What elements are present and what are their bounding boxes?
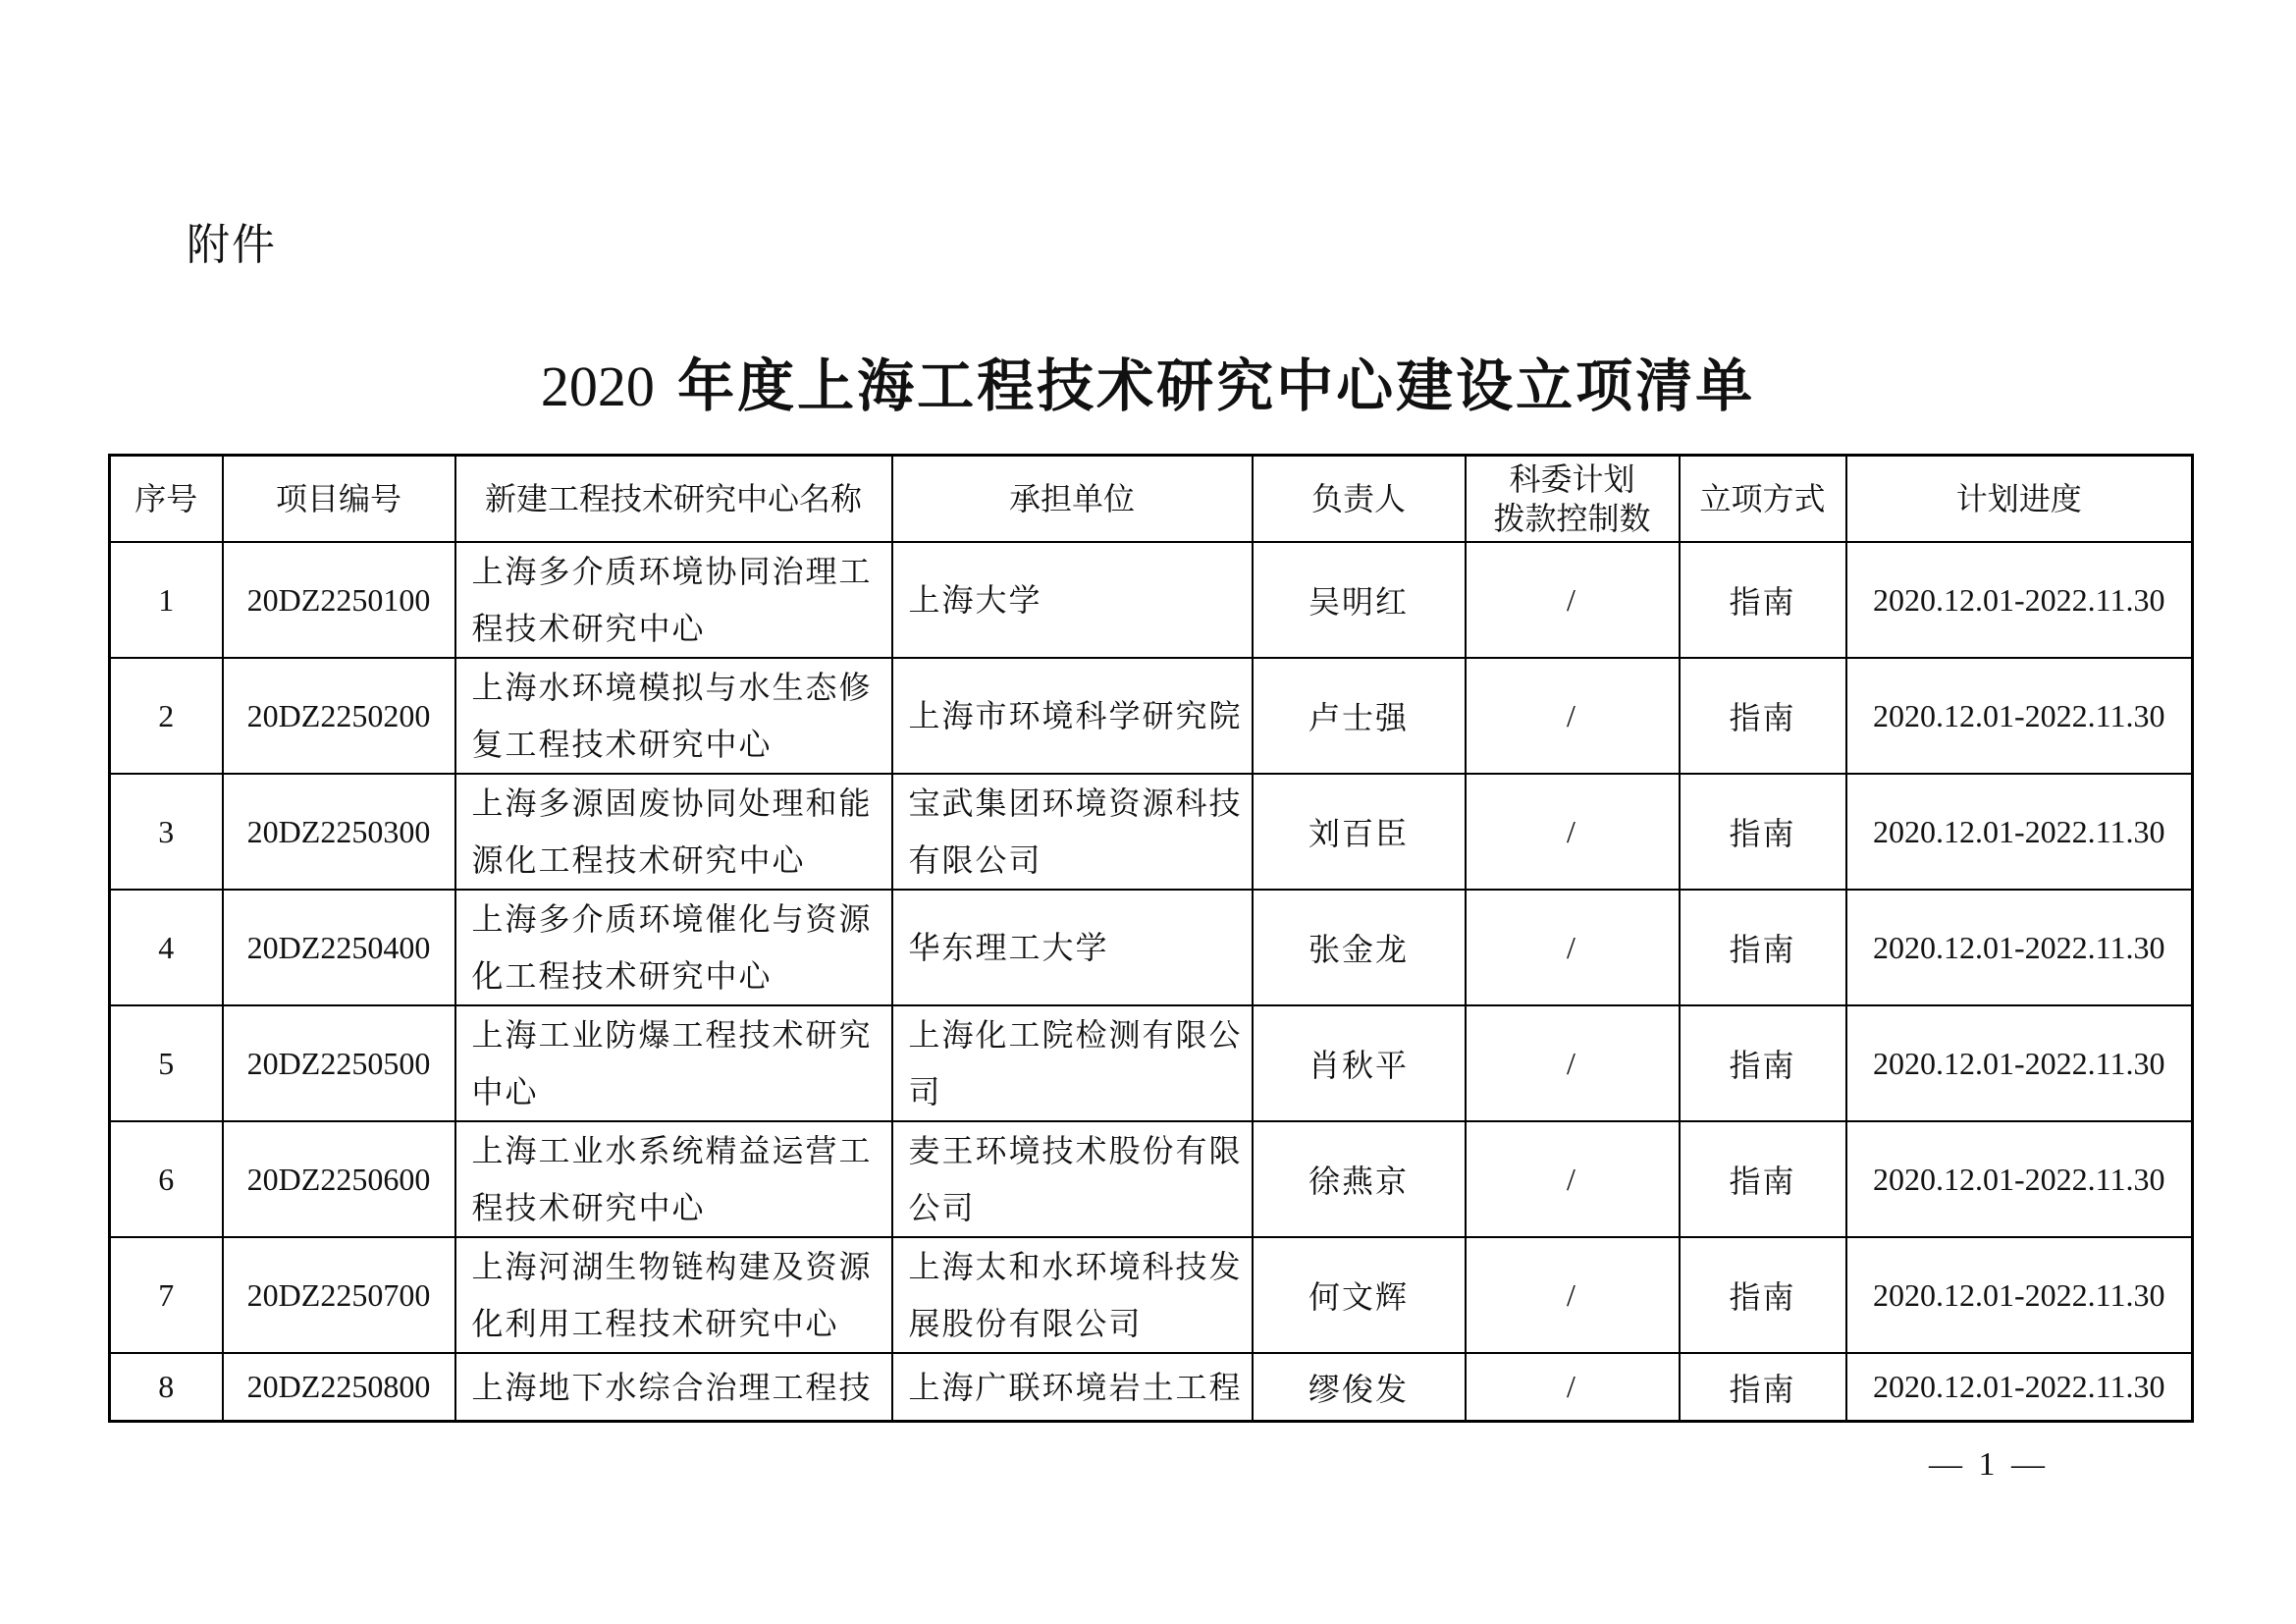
- cell-no: 5: [110, 1005, 223, 1121]
- title-year: 2020: [540, 354, 655, 418]
- cell-period: 2020.12.01-2022.11.30: [1846, 1353, 2193, 1422]
- header-person: 负责人: [1253, 456, 1466, 543]
- cell-code: 20DZ2250200: [223, 658, 455, 774]
- cell-method: 指南: [1680, 658, 1846, 774]
- header-center-name: 新建工程技术研究中心名称: [455, 456, 892, 543]
- cell-fund: /: [1466, 1237, 1680, 1353]
- cell-center-name: 上海多介质环境协同治理工程技术研究中心: [455, 542, 892, 658]
- title-text: 年度上海工程技术研究中心建设立项清单: [654, 352, 1756, 419]
- cell-center-name: 上海多介质环境催化与资源化工程技术研究中心: [455, 890, 892, 1005]
- cell-person: 张金龙: [1253, 890, 1466, 1005]
- cell-person: 吴明红: [1253, 542, 1466, 658]
- cell-fund: /: [1466, 890, 1680, 1005]
- cell-fund: /: [1466, 1121, 1680, 1237]
- page-number: — 1 —: [1929, 1446, 2049, 1483]
- table-row: [110, 1005, 2193, 1121]
- cell-fund: /: [1466, 542, 1680, 658]
- cell-code: 20DZ2250300: [223, 774, 455, 890]
- cell-unit: 华东理工大学: [892, 890, 1253, 1005]
- header-no: 序号: [110, 456, 223, 543]
- cell-no: 6: [110, 1121, 223, 1237]
- cell-method: 指南: [1680, 1353, 1846, 1422]
- cell-period: 2020.12.01-2022.11.30: [1846, 542, 2193, 658]
- cell-period: 2020.12.01-2022.11.30: [1846, 890, 2193, 1005]
- cell-period: 2020.12.01-2022.11.30: [1846, 774, 2193, 890]
- cell-unit: 麦王环境技术股份有限公司: [892, 1121, 1253, 1237]
- cell-method: 指南: [1680, 1005, 1846, 1121]
- cell-person: 缪俊发: [1253, 1353, 1466, 1422]
- table-row: [110, 774, 2193, 890]
- table-row: [110, 542, 2193, 658]
- cell-no: 4: [110, 890, 223, 1005]
- table-row: [110, 1353, 2193, 1422]
- cell-center-name: 上海河湖生物链构建及资源化利用工程技术研究中心: [455, 1237, 892, 1353]
- attachment-label: 附件: [187, 220, 277, 270]
- cell-code: 20DZ2250400: [223, 890, 455, 1005]
- cell-fund: /: [1466, 774, 1680, 890]
- cell-method: 指南: [1680, 1121, 1846, 1237]
- cell-no: 3: [110, 774, 223, 890]
- cell-method: 指南: [1680, 542, 1846, 658]
- cell-person: 卢士强: [1253, 658, 1466, 774]
- cell-method: 指南: [1680, 774, 1846, 890]
- cell-unit: 上海太和水环境科技发展股份有限公司: [892, 1237, 1253, 1353]
- table-row: [110, 658, 2193, 774]
- header-fund: [1466, 456, 1680, 543]
- cell-center-name: 上海地下水综合治理工程技: [455, 1353, 892, 1422]
- cell-fund: /: [1466, 1005, 1680, 1121]
- cell-code: 20DZ2250800: [223, 1353, 455, 1422]
- cell-center-name: 上海工业防爆工程技术研究中心: [455, 1005, 892, 1121]
- cell-period: 2020.12.01-2022.11.30: [1846, 1121, 2193, 1237]
- table-row: [110, 1121, 2193, 1237]
- cell-unit: 上海化工院检测有限公司: [892, 1005, 1253, 1121]
- cell-center-name: 上海多源固废协同处理和能源化工程技术研究中心: [455, 774, 892, 890]
- cell-center-name: 上海工业水系统精益运营工程技术研究中心: [455, 1121, 892, 1237]
- cell-unit: 上海大学: [892, 542, 1253, 658]
- cell-person: 刘百臣: [1253, 774, 1466, 890]
- header-fund-line-1: 科委计划: [1509, 460, 1635, 498]
- cell-fund: /: [1466, 1353, 1680, 1422]
- cell-no: 2: [110, 658, 223, 774]
- cell-method: 指南: [1680, 890, 1846, 1005]
- cell-person: 肖秋平: [1253, 1005, 1466, 1121]
- cell-period: 2020.12.01-2022.11.30: [1846, 658, 2193, 774]
- cell-center-name: 上海水环境模拟与水生态修复工程技术研究中心: [455, 658, 892, 774]
- cell-code: 20DZ2250500: [223, 1005, 455, 1121]
- cell-no: 1: [110, 542, 223, 658]
- table-row: [110, 1237, 2193, 1353]
- header-unit: 承担单位: [892, 456, 1253, 543]
- table-header-row: [110, 456, 2193, 543]
- header-code: 项目编号: [223, 456, 455, 543]
- header-method: 立项方式: [1680, 456, 1846, 543]
- cell-no: 8: [110, 1353, 223, 1422]
- cell-person: 何文辉: [1253, 1237, 1466, 1353]
- header-fund-line-2: 拨款控制数: [1493, 500, 1651, 537]
- cell-unit: 上海市环境科学研究院: [892, 658, 1253, 774]
- project-list-table: [108, 454, 2194, 1423]
- cell-code: 20DZ2250100: [223, 542, 455, 658]
- header-period: 计划进度: [1846, 456, 2193, 543]
- cell-period: 2020.12.01-2022.11.30: [1846, 1005, 2193, 1121]
- cell-person: 徐燕京: [1253, 1121, 1466, 1237]
- table-row: [110, 890, 2193, 1005]
- cell-code: 20DZ2250600: [223, 1121, 455, 1237]
- cell-fund: /: [1466, 658, 1680, 774]
- cell-period: 2020.12.01-2022.11.30: [1846, 1237, 2193, 1353]
- cell-method: 指南: [1680, 1237, 1846, 1353]
- cell-unit: 宝武集团环境资源科技有限公司: [892, 774, 1253, 890]
- cell-no: 7: [110, 1237, 223, 1353]
- document-title: [0, 349, 2296, 424]
- cell-code: 20DZ2250700: [223, 1237, 455, 1353]
- cell-unit: 上海广联环境岩土工程: [892, 1353, 1253, 1422]
